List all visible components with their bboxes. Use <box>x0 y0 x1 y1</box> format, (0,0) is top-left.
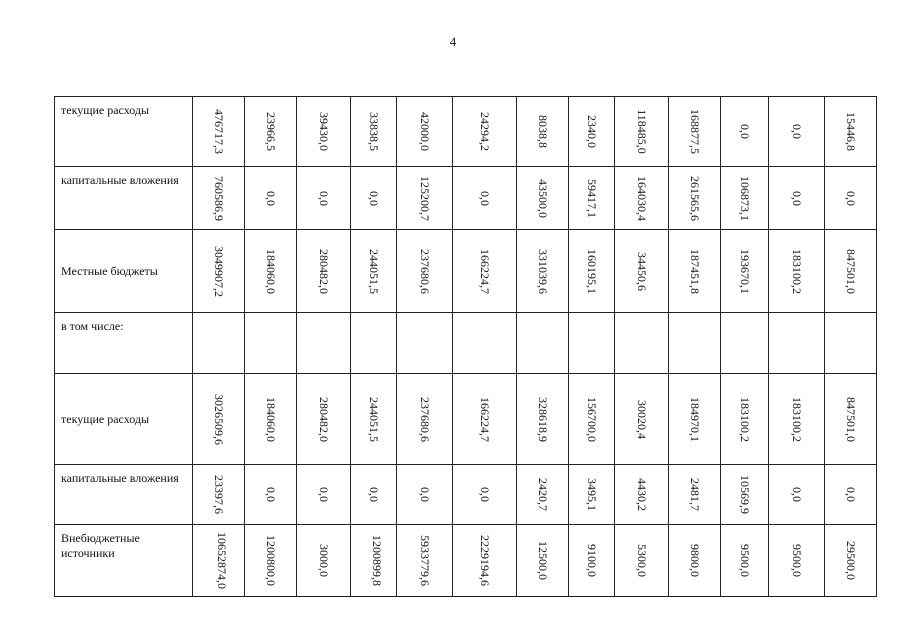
table-cell <box>397 374 453 465</box>
cell-value: 0,0 <box>478 487 492 502</box>
cell-value: 9500,0 <box>738 544 752 577</box>
cell-value: 0,0 <box>264 487 278 502</box>
table-row <box>55 97 877 167</box>
cell-value: 0,0 <box>790 124 804 139</box>
table-cell <box>453 230 517 313</box>
table-row <box>55 374 877 465</box>
cell-value: 183100,2 <box>790 396 804 442</box>
table-cell <box>193 465 245 525</box>
table-row <box>55 465 877 525</box>
table-cell <box>615 525 669 597</box>
table-cell <box>517 525 569 597</box>
cell-value: 847501,0 <box>844 248 858 294</box>
cell-value: 184060,0 <box>264 396 278 442</box>
table-cell <box>825 97 877 167</box>
table-cell <box>825 374 877 465</box>
table-cell <box>193 374 245 465</box>
cell-value: 24294,2 <box>478 112 492 151</box>
cell-value: 244051,5 <box>367 396 381 442</box>
table-cell <box>569 230 615 313</box>
row-label: Местные бюджеты <box>55 230 193 313</box>
cell-value: 0,0 <box>264 190 278 206</box>
table-cell <box>193 97 245 167</box>
cell-value: 193670,1 <box>738 248 752 294</box>
cell-value: 0,0 <box>367 487 381 502</box>
cell-value: 34450,6 <box>635 251 649 291</box>
table-cell <box>193 230 245 313</box>
cell-value: 125200,7 <box>418 175 432 221</box>
table-cell <box>453 374 517 465</box>
budget-table <box>54 96 877 597</box>
cell-value: 2420,7 <box>536 478 550 511</box>
cell-value: 0,0 <box>478 190 492 206</box>
table-cell <box>245 313 297 374</box>
table-cell <box>517 374 569 465</box>
table-row <box>55 313 877 374</box>
table-cell <box>397 525 453 597</box>
cell-value: 1200800,0 <box>264 535 278 586</box>
table-cell <box>297 313 351 374</box>
table-cell <box>245 167 297 230</box>
table-cell <box>769 374 825 465</box>
table-cell <box>397 97 453 167</box>
cell-value: 33838,5 <box>367 112 381 151</box>
cell-value: 9500,0 <box>790 544 804 577</box>
cell-value: 2481,7 <box>688 478 702 511</box>
cell-value: 42000,0 <box>418 112 432 151</box>
table-cell <box>569 167 615 230</box>
cell-value: 156700,0 <box>585 396 599 442</box>
cell-value: 0,0 <box>844 487 858 502</box>
table-cell <box>615 465 669 525</box>
cell-value: 280482,0 <box>317 396 331 442</box>
table-cell <box>245 97 297 167</box>
table-cell <box>769 313 825 374</box>
table-cell <box>721 313 769 374</box>
cell-value: 59417,1 <box>585 178 599 218</box>
table-cell <box>397 465 453 525</box>
cell-value: 0,0 <box>317 190 331 206</box>
table-cell <box>245 374 297 465</box>
table-cell <box>825 465 877 525</box>
table-cell <box>669 167 721 230</box>
table-cell <box>721 374 769 465</box>
row-label: текущие расходы <box>55 97 193 167</box>
table-cell <box>453 167 517 230</box>
table-cell <box>721 465 769 525</box>
table-cell <box>453 97 517 167</box>
table-cell <box>569 525 615 597</box>
table-cell <box>721 167 769 230</box>
table-cell <box>825 230 877 313</box>
cell-value: 261565,6 <box>688 175 702 221</box>
cell-value: 0,0 <box>418 487 432 502</box>
table-cell <box>517 167 569 230</box>
row-label: текущие расходы <box>55 374 193 465</box>
table-cell <box>453 313 517 374</box>
cell-value: 160195,1 <box>585 248 599 294</box>
table-cell <box>517 230 569 313</box>
table-cell <box>351 525 397 597</box>
cell-value: 5300,0 <box>635 544 649 577</box>
row-label: в том числе: <box>55 313 193 374</box>
table-cell <box>669 313 721 374</box>
table-cell <box>351 97 397 167</box>
table-cell <box>825 525 877 597</box>
cell-value: 187451,8 <box>688 248 702 294</box>
table-cell <box>297 97 351 167</box>
cell-value: 847501,0 <box>844 396 858 442</box>
table-cell <box>245 230 297 313</box>
cell-value: 43500,0 <box>536 178 550 218</box>
table-cell <box>351 230 397 313</box>
cell-value: 166224,7 <box>478 396 492 442</box>
cell-value: 760586,9 <box>212 175 226 221</box>
table-cell <box>721 525 769 597</box>
table-cell <box>615 374 669 465</box>
table-cell <box>769 97 825 167</box>
cell-value: 12500,0 <box>536 541 550 580</box>
cell-value: 280482,0 <box>317 248 331 294</box>
row-label: капитальные вложения <box>55 465 193 525</box>
table-cell <box>517 313 569 374</box>
cell-value: 0,0 <box>317 487 331 502</box>
table-cell <box>397 230 453 313</box>
table-cell <box>453 465 517 525</box>
table-cell <box>297 167 351 230</box>
table-cell <box>825 167 877 230</box>
table-cell <box>569 313 615 374</box>
table-cell <box>615 97 669 167</box>
table-cell <box>769 465 825 525</box>
cell-value: 2229194,6 <box>478 535 492 586</box>
cell-value: 244051,5 <box>367 248 381 294</box>
page-number: 4 <box>449 34 457 49</box>
table-row <box>55 230 877 313</box>
cell-value: 0,0 <box>844 190 858 206</box>
table-cell <box>721 97 769 167</box>
cell-value: 184970,1 <box>688 396 702 442</box>
cell-value: 2340,0 <box>585 115 599 148</box>
table-cell <box>615 313 669 374</box>
cell-value: 164030,4 <box>635 175 649 221</box>
cell-value: 8038,8 <box>536 115 550 148</box>
cell-value: 237680,6 <box>418 248 432 294</box>
table-cell <box>569 465 615 525</box>
table-cell <box>453 525 517 597</box>
table-cell <box>351 167 397 230</box>
table-cell <box>193 313 245 374</box>
table-cell <box>569 97 615 167</box>
cell-value: 3026509,6 <box>212 393 226 445</box>
table-cell <box>245 525 297 597</box>
cell-value: 3000,0 <box>317 544 331 577</box>
cell-value: 476717,3 <box>212 109 226 154</box>
table-cell <box>351 313 397 374</box>
table-cell <box>669 230 721 313</box>
table-cell <box>669 97 721 167</box>
table-cell <box>825 313 877 374</box>
cell-value: 0,0 <box>790 190 804 206</box>
cell-value: 183100,2 <box>738 396 752 442</box>
table-cell <box>193 525 245 597</box>
cell-value: 15446,8 <box>844 112 858 151</box>
table-cell <box>769 230 825 313</box>
table-cell <box>297 525 351 597</box>
cell-value: 5933779,6 <box>418 535 432 586</box>
cell-value: 328618,9 <box>536 396 550 442</box>
cell-value: 9100,0 <box>585 544 599 577</box>
table-cell <box>615 230 669 313</box>
table-cell <box>351 374 397 465</box>
row-label: Внебюджетные источники <box>55 525 193 597</box>
table-cell <box>669 465 721 525</box>
table-cell <box>397 313 453 374</box>
table-cell <box>769 167 825 230</box>
cell-value: 39430,0 <box>317 112 331 151</box>
table-cell <box>297 230 351 313</box>
table-cell <box>669 374 721 465</box>
table-cell <box>669 525 721 597</box>
table-cell <box>397 167 453 230</box>
cell-value: 237680,6 <box>418 396 432 442</box>
cell-value: 4430,2 <box>635 478 649 511</box>
row-label: капитальные вложения <box>55 167 193 230</box>
cell-value: 184060,0 <box>264 248 278 294</box>
table-cell <box>721 230 769 313</box>
cell-value: 3495,1 <box>585 478 599 511</box>
cell-value: 10569,9 <box>738 475 752 514</box>
table-cell <box>351 465 397 525</box>
cell-value: 1200899,8 <box>370 535 384 586</box>
cell-value: 0,0 <box>367 190 381 206</box>
cell-value: 30020,4 <box>635 399 649 439</box>
cell-value: 3049907,2 <box>212 245 226 297</box>
cell-value: 183100,2 <box>790 248 804 294</box>
cell-value: 331039,6 <box>536 248 550 294</box>
table-cell <box>297 374 351 465</box>
cell-value: 23966,5 <box>264 112 278 151</box>
table-row <box>55 167 877 230</box>
table-cell <box>517 97 569 167</box>
cell-value: 10652874,0 <box>215 532 229 589</box>
table-cell <box>245 465 297 525</box>
table-row <box>55 525 877 597</box>
table-cell <box>517 465 569 525</box>
cell-value: 23397,6 <box>212 475 226 514</box>
table-cell <box>193 167 245 230</box>
table-cell <box>569 374 615 465</box>
cell-value: 29500,0 <box>844 541 858 580</box>
cell-value: 118485,0 <box>635 109 649 154</box>
table-cell <box>297 465 351 525</box>
table-cell <box>615 167 669 230</box>
cell-value: 9800,0 <box>688 544 702 577</box>
cell-value: 0,0 <box>790 487 804 502</box>
cell-value: 0,0 <box>738 124 752 139</box>
table-cell <box>769 525 825 597</box>
cell-value: 106873,1 <box>738 175 752 221</box>
cell-value: 166224,7 <box>478 248 492 294</box>
cell-value: 168877,5 <box>688 109 702 154</box>
